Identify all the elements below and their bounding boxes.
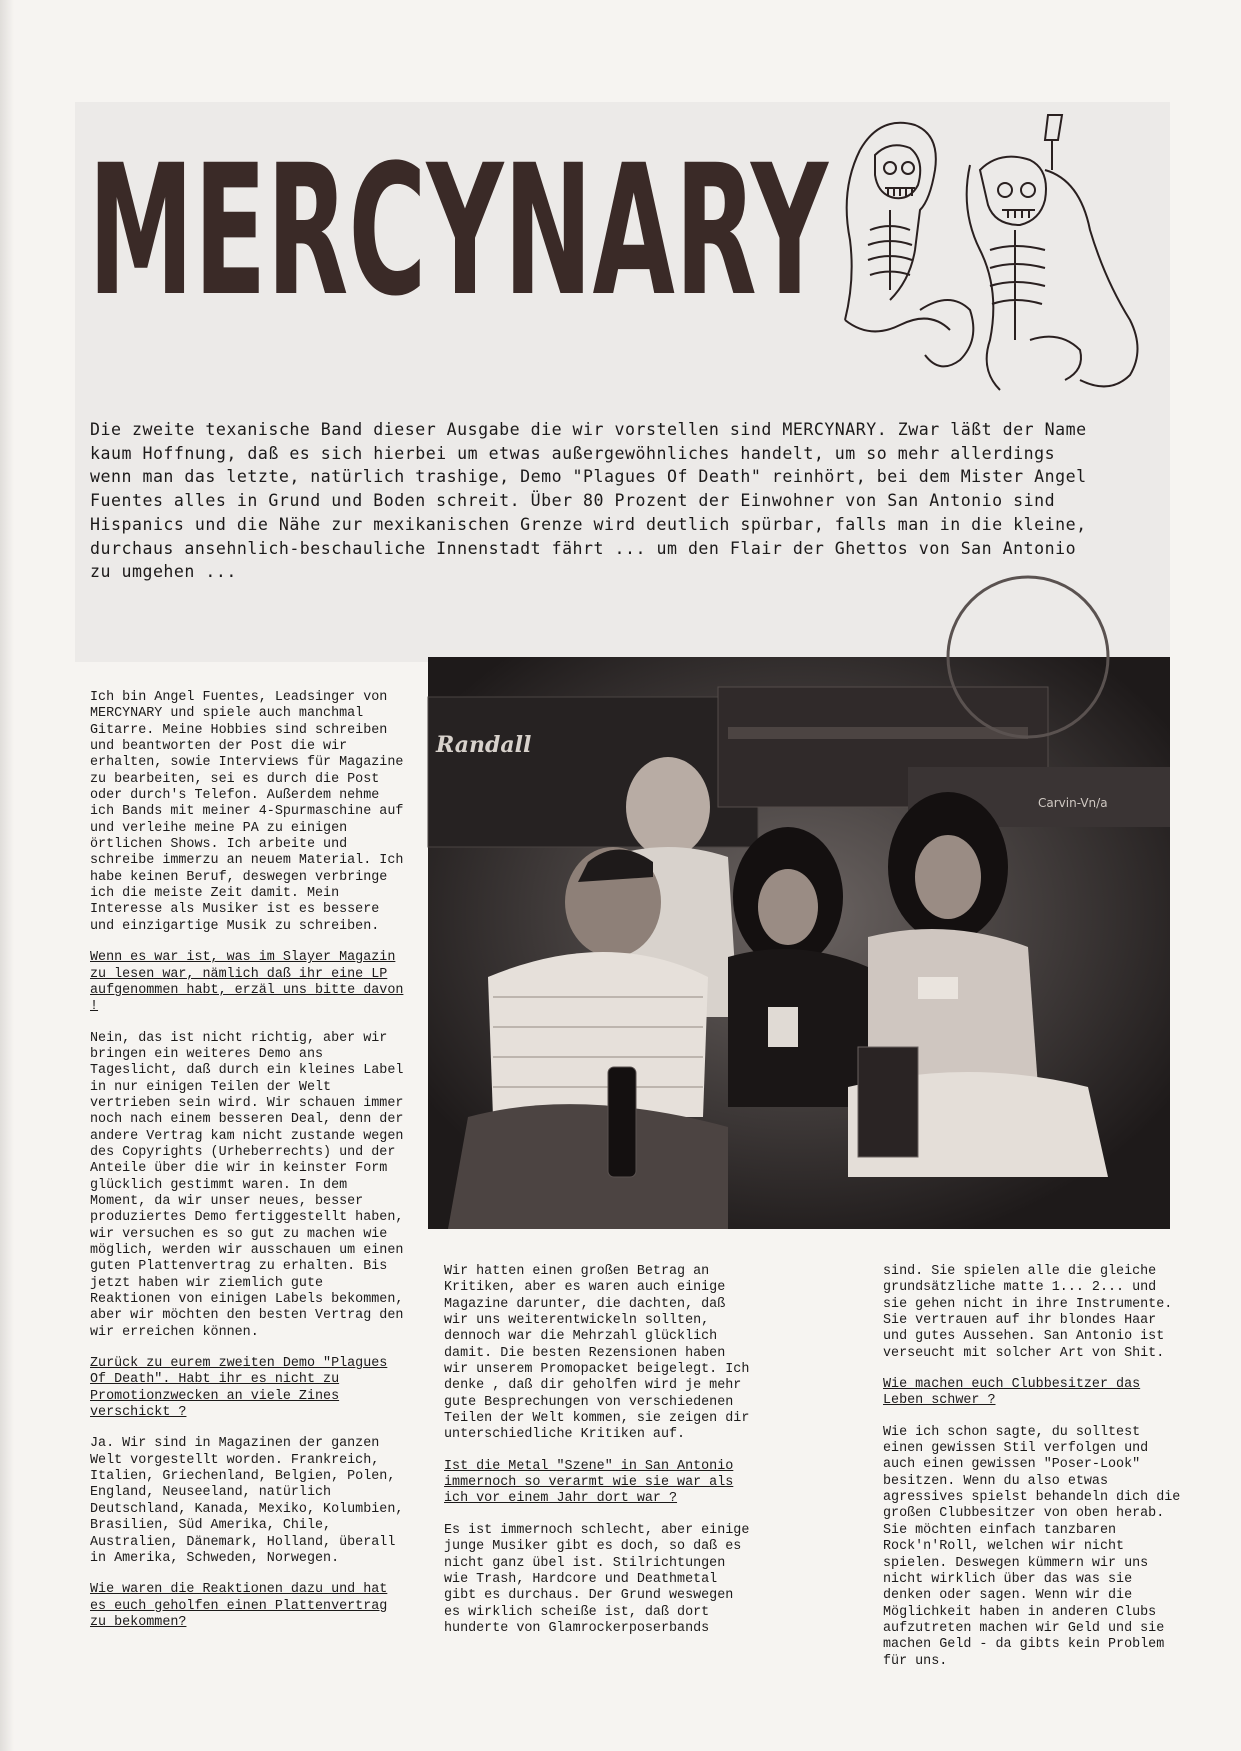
question-text: Zurück zu eurem zweiten Demo "Plagues Of Death". Habt ihr es nicht zu Promotionzwecken an viele Zines verschickt ?	[90, 1356, 388, 1421]
answer-text: Es ist immernoch schlecht, aber einige junge Musiker gibt es doch, so daß es nicht ganz übel ist. Stilrichtungen wie Trash, Hardcore und Deathmetal gibt es durchaus. Der Grund weswegen es wirklich scheiße ist, daß dort hunderte von Glamrockerposerbands	[444, 1522, 750, 1636]
amp-label: Randall	[436, 732, 532, 758]
page-fold-shadow	[0, 0, 14, 1751]
interview-column-1	[90, 690, 410, 1646]
interview-column-2	[444, 1264, 754, 1652]
skeleton-illustration	[830, 110, 1155, 410]
band-logo	[88, 118, 833, 336]
answer-text: Nein, das ist nicht richtig, aber wir bringen ein weiteres Demo ans Tageslicht, daß durch ein kleines Label in nur einigen Teilen der Welt vertrieben sein wird. Wir schauen immer noch nach einem besseren Deal, denn der andere Vertrag kam nicht zustande wegen des Copyrights (Urheberrechts) und der Anteile über die wir in keinster Form glücklich gestimmt waren. In dem Moment, da wir unser neues, besser produziertes Demo fertiggestellt haben, wir versuchen es so gut zu machen wie möglich, werden wir ausschauen um einen guten Plattenvertrag zu erhalten. Bis jetzt haben wir ziemlich gute Reaktionen von einigen Labels bekommen, aber wir möchten den besten Vertrag den wir erreichen können.	[90, 1030, 404, 1340]
answer-text: Wie ich schon sagte, du solltest einen gewissen Stil verfolgen und auch einen gewissen "Poser-Look" besitzen. Wenn du also etwas agressives spielst behandeln dich die großen Clubbesitzer von oben herab. Sie möchten einfach tanzbaren Rock'n'Roll, welchen wir nicht spielen. Deswegen kümmern wir uns nicht wirklich über das was sie denken oder sagen. Wenn wir die Möglichkeit haben in anderen Clubs aufzutreten machen wir Geld und sie machen Geld - da gibts kein Problem für uns.	[883, 1424, 1181, 1669]
band-logo-text: MERCYNARY	[88, 127, 830, 336]
interview-column-3	[883, 1264, 1183, 1685]
intro-paragraph	[90, 418, 1100, 584]
band-photo	[428, 657, 1170, 1229]
question-text: Ist die Metal "Szene" in San Antonio immernoch so verarmt wie sie war als ich vor einem Jahr dort war ?	[444, 1458, 734, 1507]
answer-text: sind. Sie spielen alle die gleiche grundsätzliche matte 1... 2... und sie gehen nicht in ihre Instrumente. Sie vertrauen auf ihr blondes Haar und gutes Aussehen. San Antonio ist verseucht mit solcher Art von Shit.	[883, 1264, 1173, 1361]
answer-text: Ja. Wir sind in Magazinen der ganzen Welt vorgestellt worden. Frankreich, Italien, Griechenland, Belgien, Polen, England, Neuseeland, natürlich Deutschland, Kanada, Mexiko, Kolumbien, Brasilien, Süd Amerika, Chile, Australien, Dänemark, Holland, überall in Amerika, Schweden, Norwegen.	[90, 1436, 404, 1566]
question-text: Wenn es war ist, was im Slayer Magazin zu lesen war, nämlich daß ihr eine LP aufgenommen habt, erzäl uns bitte davon !	[90, 950, 404, 1015]
question-text: Wie machen euch Clubbesitzer das Leben schwer ?	[883, 1377, 1141, 1409]
amp-label-2: Carvin-Vn/a	[1038, 796, 1108, 810]
intro-text: Die zweite texanische Band dieser Ausgabe die wir vorstellen sind MERCYNARY. Zwar läßt der Name kaum Hoffnung, daß es sich hierbei um etwas außergewöhnliches handelt, um so mehr allerdings wenn man das letzte, natürlich trashige, Demo "Plagues Of Death" reinhört, bei dem Mister Angel Fuentes alles in Grund und Boden schreit. Über 80 Prozent der Einwohner von San Antonio sind Hispanics und die Nähe zur mexikanischen Grenze wird deutlich spürbar, falls man in die kleine, durchaus ansehnlich-beschauliche Innenstadt fährt ... um den Flair der Ghettos von San Antonio zu umgehen ...	[90, 420, 1087, 582]
answer-text: Ich bin Angel Fuentes, Leadsinger von MERCYNARY und spiele auch manchmal Gitarre. Meine Hobbies sind schreiben und beantworten der Post die wir erhalten, sowie Interviews für Magazine zu bearbeiten, sei es durch die Post oder durch's Telefon. Außerdem nehme ich Bands mit meiner 4-Spurmaschine auf und verleihe meine PA zu einigen örtlichen Shows. Ich arbeite und schreibe immerzu an neuem Material. Ich habe keinen Beruf, deswegen verbringe ich die meiste Zeit damit. Mein Interesse als Musiker ist es bessere und einzigartige Musik zu schreiben.	[90, 690, 404, 934]
answer-text: Wir hatten einen großen Betrag an Kritiken, aber es waren auch einige Magazine darunter, die dachten, daß wir uns weiterentwickeln sollten, dennoch war die Mehrzahl glücklich damit. Die besten Rezensionen haben wir unserem Promopacket beigelegt. Ich denke , daß dir geholfen wird je mehr gute Besprechungen von verschiedenen Teilen der Welt kommen, sie zeigen dir unterschiedliche Kritiken auf.	[444, 1264, 750, 1443]
question-text: Wie waren die Reaktionen dazu und hat es euch geholfen einen Plattenvertrag zu bekommen?	[90, 1582, 388, 1630]
